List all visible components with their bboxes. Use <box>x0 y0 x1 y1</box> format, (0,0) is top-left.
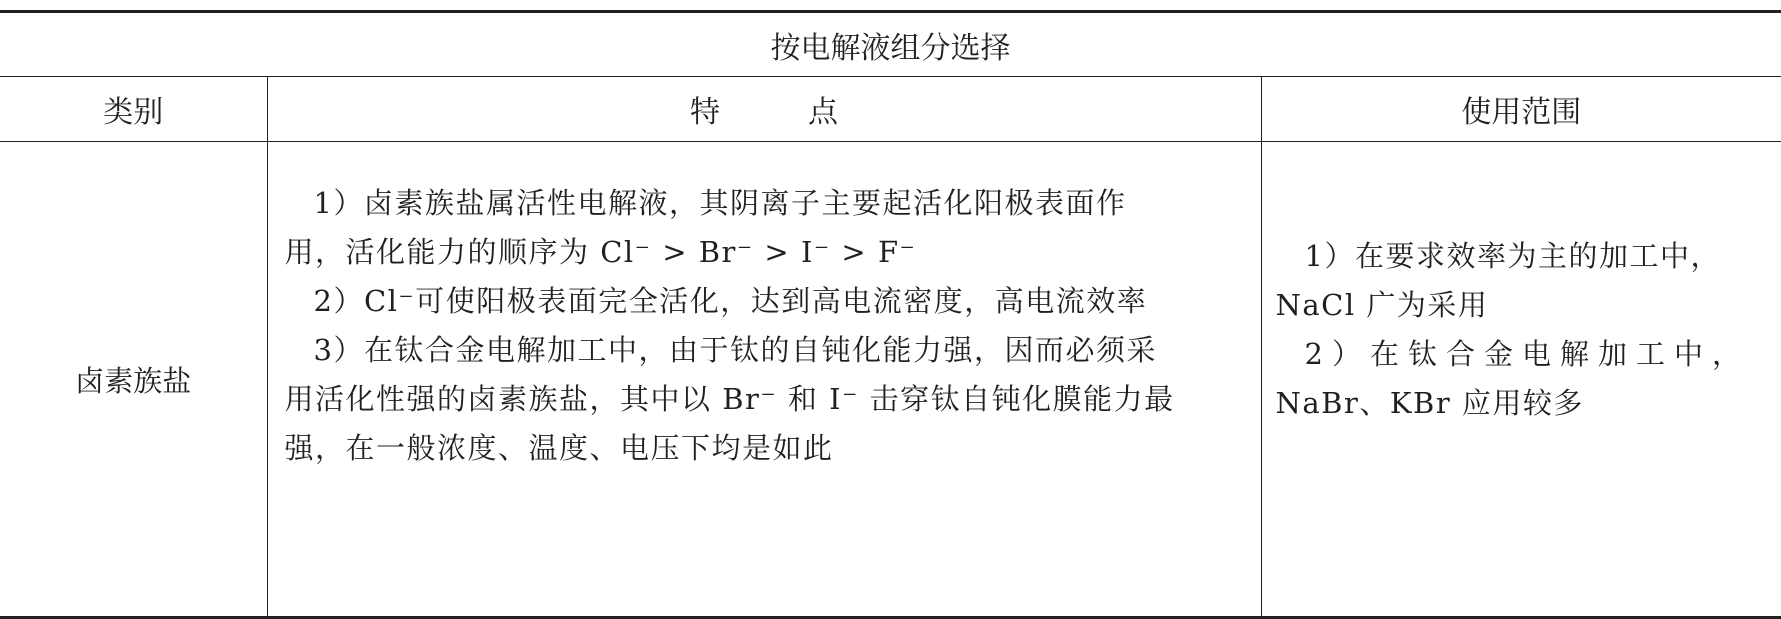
feature-line: 强，在一般浓度、温度、电压下均是如此 <box>284 431 834 465</box>
feature-line: 1）卤素族盐属活性电解液，其阴离子主要起活化阳极表面作 <box>313 186 1127 220</box>
table-caption-row <box>0 12 1781 77</box>
usage-line: NaCl 广为采用 <box>1275 288 1489 322</box>
feature-line: 用活化性强的卤素族盐，其中以 Br⁻ 和 I⁻ 击穿钛自钝化膜能力最 <box>284 382 1175 416</box>
header-features-label: 特点 <box>690 95 926 130</box>
usage-line: 2）在钛合金电解加工中， <box>1304 337 1750 371</box>
usage-line: 1）在要求效率为主的加工中， <box>1304 239 1721 273</box>
category-cell: 卤素族盐 <box>0 142 267 618</box>
feature-line: 用，活化能力的顺序为 Cl⁻ > Br⁻ > I⁻ > F⁻ <box>284 235 917 269</box>
feature-line: 2）Cl⁻可使阳极表面完全活化，达到高电流密度，高电流效率 <box>313 284 1148 318</box>
usage-cell <box>1261 142 1781 618</box>
feature-line: 3）在钛合金电解加工中，由于钛的自钝化能力强，因而必须采 <box>313 333 1157 367</box>
table-row <box>0 142 1781 618</box>
header-category: 类别 <box>0 77 267 142</box>
features-cell <box>267 142 1261 618</box>
table-header-row <box>0 77 1781 142</box>
header-usage: 使用范围 <box>1261 77 1781 142</box>
header-features <box>267 77 1261 142</box>
usage-line: NaBr、KBr 应用较多 <box>1275 386 1584 420</box>
electrolyte-selection-table <box>0 10 1781 619</box>
table-caption: 按电解液组分选择 <box>0 12 1781 77</box>
